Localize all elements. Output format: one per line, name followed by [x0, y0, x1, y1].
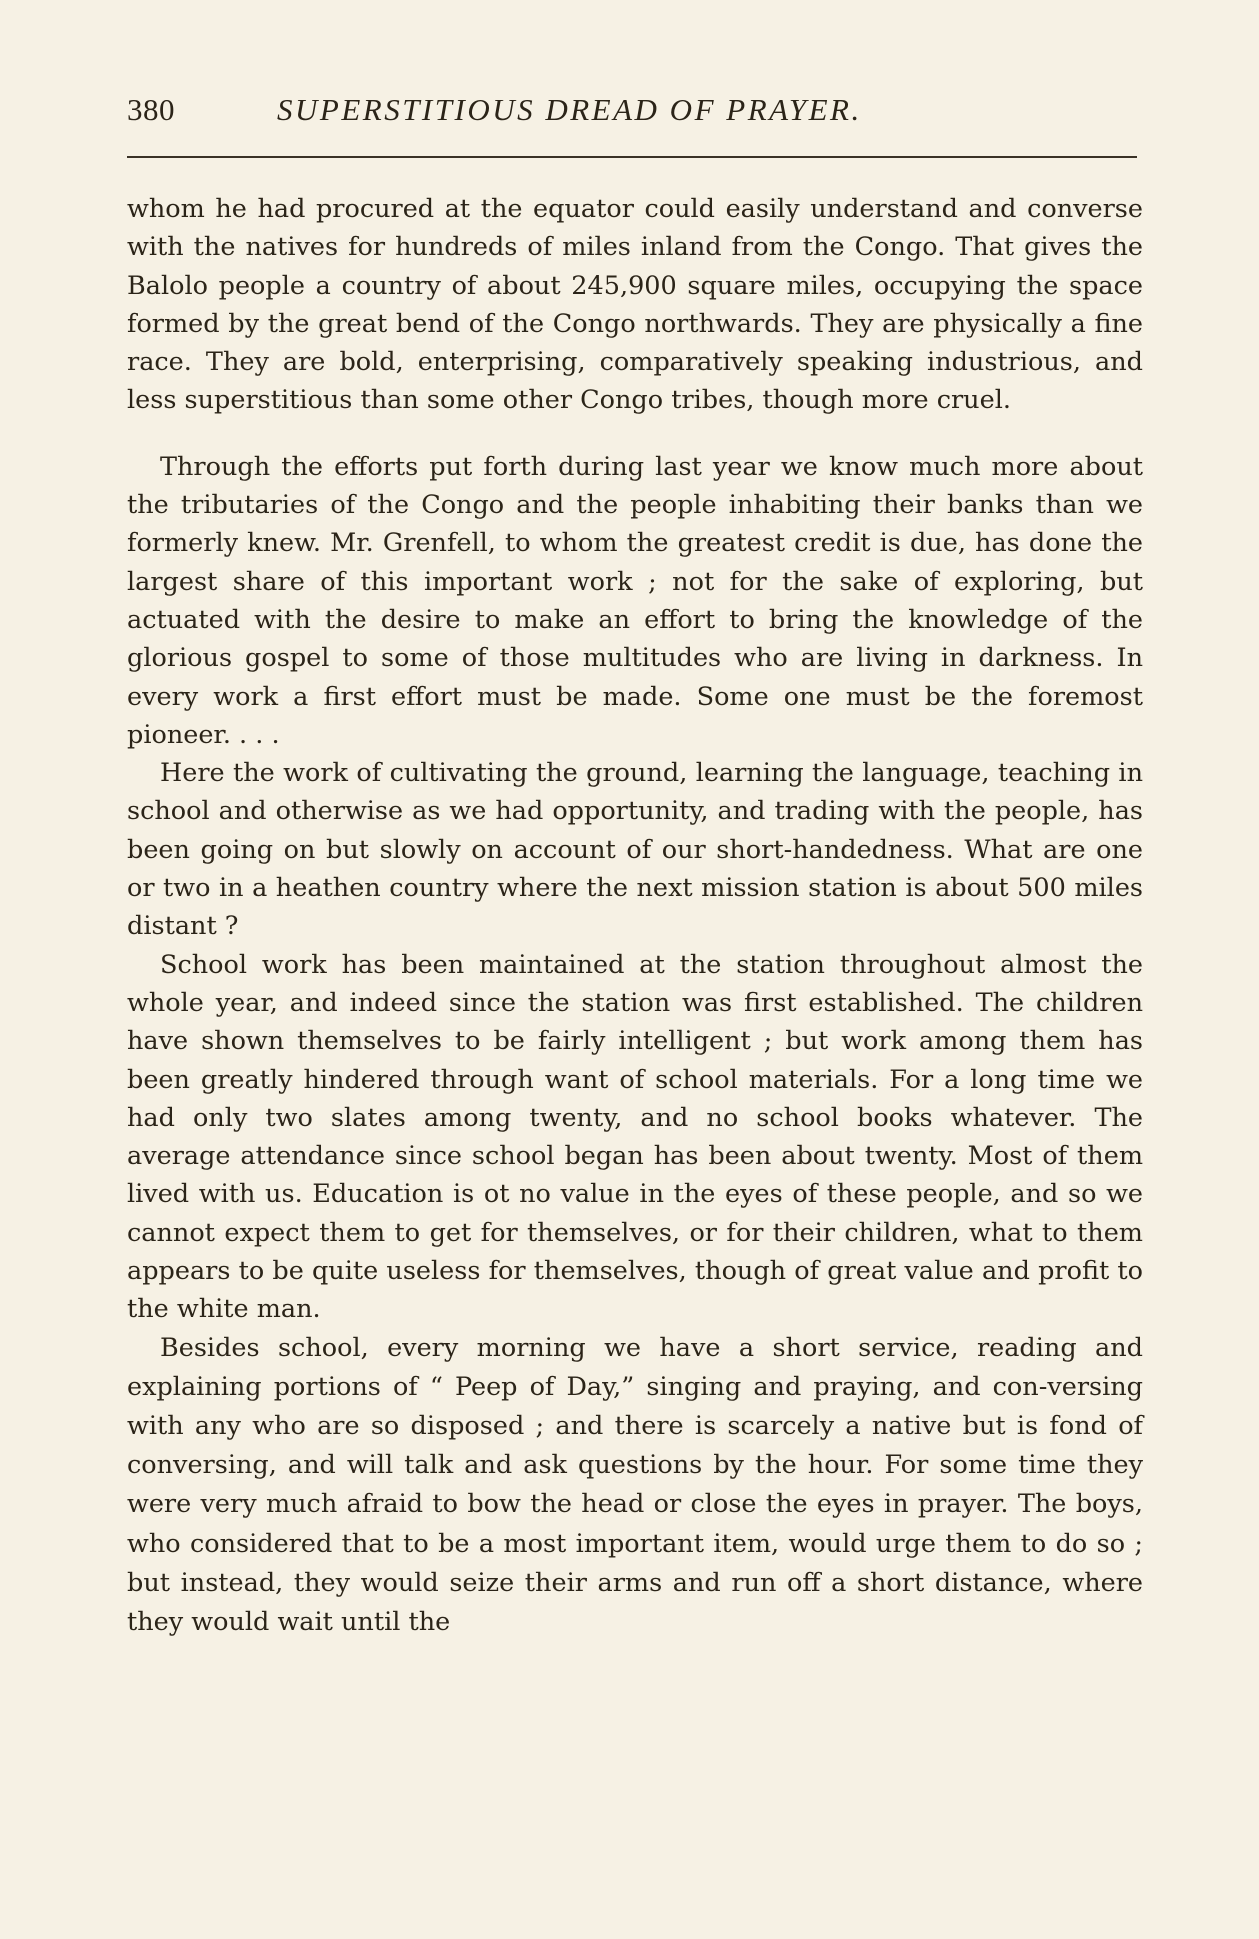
paragraph-continued: whom he had procured at the equator could easily understand and converse with the natives for hundreds of miles inland from the Congo. That gives the Balolo people a country of about 245,900 square miles, occupying the space formed by the great bend of the Congo northwards. They are physically a fine race. They are bold, enterprising, comparatively speaking industrious, and less superstitious than some other Congo tribes, though more cruel. — [127, 194, 1143, 416]
running-title: SUPERSTITIOUS DREAD OF PRAYER. — [277, 92, 862, 127]
page-number: 380 — [127, 92, 175, 127]
paragraph-morning-service: Besides school, every morning we have a short service, reading and explaining portions of “ Peep of Day,” singing and praying, and con-versing with any who are so disposed ; and there is scarcely a native but is fond of conversing, and will talk and ask questions by the hour. For some time they were very much afraid to bow the head or close the eyes in prayer. The boys, who considered that to be a most important item, would urge them to do so ; but instead, they would seize their arms and run off a short distance, where they would wait until the — [127, 1332, 1143, 1638]
paragraph-tributaries: Through the efforts put forth during last year we know much more about the tributaries of the Congo and the people inhabiting their banks than we formerly knew. Mr. Grenfell, to whom the greatest credit is due, has done the largest share of this important work ; not for the sake of exploring, but actuated with the desire to make an effort to bring the knowledge of the glorious gospel to some of those multitudes who are living in darkness. In every work a first effort must be made. Some one must be the foremost pioneer. . . . — [127, 451, 1143, 750]
body-text — [127, 190, 1143, 1642]
page-header — [127, 92, 1137, 136]
paragraph-school-work: School work has been maintained at the station throughout almost the whole year, and indeed since the station was first established. The children have shown themselves to be fairly intelligent ; but work among them has been greatly hindered through want of school materials. For a long time we had only two slates among twenty, and no school books whatever. The average attendance since school began has been about twenty. Most of them lived with us. Education is ot no value in the eyes of these people, and so we cannot expect them to get for themselves, or for their children, what to them appears to be quite useless for themselves, though of great value and profit to the white man. — [127, 949, 1143, 1325]
header-rule — [127, 156, 1137, 158]
paragraph-station-work: Here the work of cultivating the ground, learning the language, teaching in school and otherwise as we had opportunity, and trading with the people, has been going on but slowly on account of our short-handedness. What are one or two in a heathen country where the next mission station is about 500 miles distant ? — [127, 758, 1143, 942]
